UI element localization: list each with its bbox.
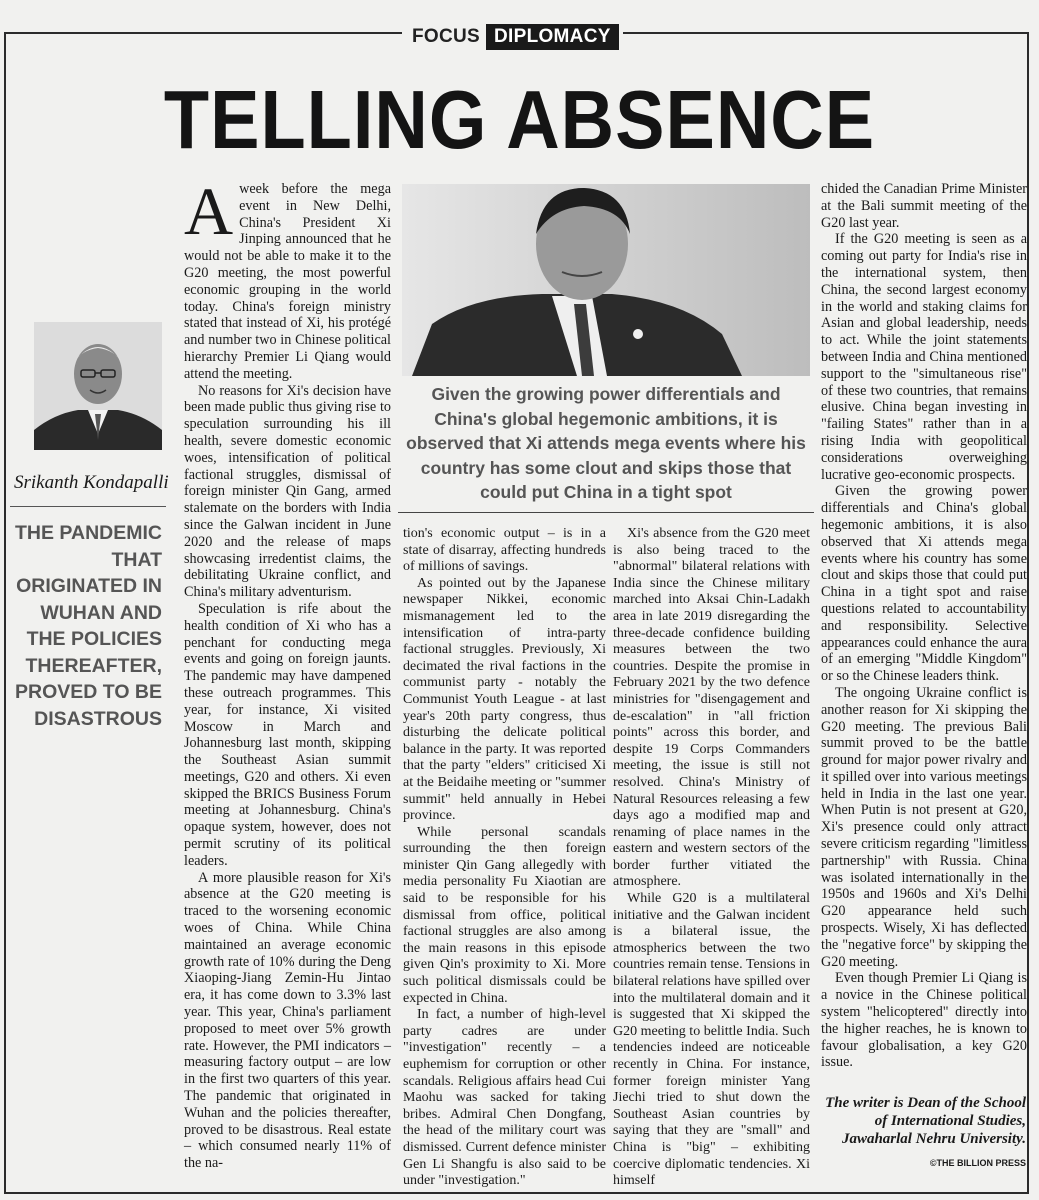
article-paragraph: While personal scandals surrounding the then foreign minister Qin Gang allegedly with media personality Fu Xiaotian are said to be responsible for his dismissal from office, political factional struggles are also among the main reasons in this episode given Qin's proximity to Xi. More such political dismissals could be expected in China.: [403, 824, 606, 1006]
article-column-4: [821, 181, 1027, 1071]
article-paragraph: As pointed out by the Japanese newspaper Nikkei, economic mismanagement led to the intensification of intra-party factional struggles. Previously, Xi decimated the rival factions in the communist party - notably the Communist Youth League - at last year's 20th party congress, thus disturbing the delicate political balance in the party. It was reported that the party "elders" criticised Xi at the Beidaihe meeting or "summer summit" held annually in Hebei province.: [403, 575, 606, 824]
article-paragraph: [184, 173, 391, 383]
kicker-section: FOCUS: [406, 24, 486, 50]
article-photo: [402, 184, 810, 376]
section-kicker: [402, 24, 623, 50]
article-paragraph: Even though Premier Li Qiang is a novice in the Chinese political system "helicoptered" directly into the higher reaches, he is known to favour globalisation, a key G20 issue.: [821, 970, 1027, 1071]
article-column-1: [184, 173, 391, 1172]
article-paragraph: No reasons for Xi's decision have been made public thus giving rise to speculation surrounding his ill health, severe domestic economic woes, intensification of political factional struggles, dismissal of foreign minister Qin Gang, armed stalemate on the borders with India since the Galwan incident in June 2020 and the release of maps showcasing irredentist claims, the debilitating Ukraine conflict, and China's military adventurism.: [184, 382, 391, 601]
divider: [10, 506, 166, 507]
article-paragraph: The ongoing Ukraine conflict is another reason for Xi skipping the G20 meeting. The previous Bali summit proved to be the battle ground for major power rivalry and it spilled over into various meetings held in India in the last one year. When Putin is not present at G20, Xi's presence could only attract severe criticism regarding "limitless partnership" with Russia. China was isolated internationally in the 1950s and 1960s and Xi's Delhi G20 appearance held such prospects. Wisely, Xi has deflected the "negative force" by skipping the G20 meeting.: [821, 684, 1027, 970]
article-paragraph: While G20 is a multilateral initiative and the Galwan incident is a bilateral issue, the atmospherics between the two countries remain tense. Tensions in bilateral relations have spilled over into the multilateral domain and it is suggested that Xi skipped the G20 meeting to belittle India. Such tendencies indeed are noticeable recently in China. For instance, former foreign minister Yang Jiechi tried to shut down the Southeast Asian countries by saying that they are "small" and China is "big" – exhibiting coercive diplomatic tendencies. Xi himself: [613, 891, 810, 1189]
drop-cap: A: [184, 173, 234, 249]
article-paragraph: Speculation is rife about the health condition of Xi who has a penchant for conducting mega events and going on foreign jaunts. The pandemic may have dampened these outreach programmes. This year, for instance, Xi visited Moscow in March and Johannesburg last month, skipping the Southeast Asian summit meetings, G20 and others. Xi even skipped the BRICS Business Forum meeting at Johannesburg. China's opaque system, however, does not permit scrutiny of its political leaders.: [184, 600, 391, 869]
article-paragraph: chided the Canadian Prime Minister at the Bali summit meeting of the G20 last year.: [821, 181, 1027, 231]
divider: [398, 512, 814, 513]
article-paragraph: Xi's absence from the G20 meet is also being traced to the "abnormal" bilateral relations with India since the Chinese military marched into Aksai Chin-Ladakh area in late 2019 disregarding the three-decade confidence building measures between the two countries. Despite the promise in February 2021 by the two defence ministries for "disengagement and de-escalation" in "all friction points" across this border, and despite 19 Corps Commanders meeting, the issue is still not resolved. China's Ministry of Natural Resources releasing a few days ago a modified map and renaming of place names in the eastern and western sectors of the border further vitiated the atmosphere.: [613, 526, 810, 890]
article-column-2: [403, 526, 606, 1190]
article-paragraph: tion's economic output – is in a state of disarray, affecting hundreds of millions of savings.: [403, 526, 606, 575]
article-paragraph: If the G20 meeting is seen as a coming out party for India's rise in the international system, then China, the second largest economy in the world and staking claims for Asian and global leadership, needs to act. While the joint statements between India and China mentioned support to the "simultaneous rise" of these two countries, that remains elusive. China began investing in "failing States" rather than in a rising India with geopolitical considerations overweighing lucrative geo-economic prospects.: [821, 231, 1027, 483]
photo-caption: Given the growing power differentials and China's global hegemonic ambitions, it is observed that Xi attends mega events where his country has some clout and skips those that could put China in a tight spot: [406, 384, 806, 502]
writer-note: The writer is Dean of the School of International Studies, Jawaharlal Nehru University.: [825, 1095, 1026, 1147]
author-byline: Srikanth Kondapalli: [14, 472, 169, 493]
press-credit: ©THE BILLION PRESS: [929, 1158, 1026, 1168]
article-paragraph: A more plausible reason for Xi's absence at the G20 meeting is traced to the worsening economic woes of China. While China maintained an average economic growth rate of 10% during the Deng Xiaoping-Jiang Zemin-Hu Jintao era, it has come down to 3.3% last year. This year, China's parliament proposed to meet over 5% growth rate. However, the PMI indicators – measuring factory output – are low in the first two quarters of this year. The pandemic that originated in Wuhan and the policies thereafter, proved to be disastrous. Real estate – which consumed nearly 11% of the na-: [184, 869, 391, 1172]
paragraph-text: week before the mega event in New Delhi, China's President Xi Jinping announced that he would not be able to make it to the G20 meeting, the most powerful economic grouping in the world today. China's foreign ministry stated that instead of Xi, his protégé and number two in Chinese political hierarchy Premier Li Qiang would attend the meeting.: [184, 181, 391, 382]
author-photo: [34, 322, 162, 450]
article-paragraph: In fact, a number of high-level party cadres are under "investigation" recently – a euphemism for corruption or other scandals. Religious affairs head Cui Maohu was sacked for taking bribes. Admiral Chen Dongfang, the head of the military court was dismissed. Current defence minister Gen Li Shangfu is also said to be under "investigation.": [403, 1007, 606, 1189]
article-paragraph: Given the growing power differentials and China's global hegemonic ambitions, it is also observed that Xi attends mega events where his country has some clout and skips those that could put China in a tight spot and raise questions related to accountability and responsibility. Selective appearances could enhance the aura of an emerging "Middle Kingdom" or so the Chinese leaders think.: [821, 483, 1027, 685]
headline: TELLING ABSENCE: [163, 73, 876, 167]
side-pullquote: THE PANDEMIC THAT ORIGINATED IN WUHAN AND THE POLICIES THEREAFTER, PROVED TO BE DISASTROUS: [14, 522, 162, 730]
article-column-3: [613, 526, 810, 1190]
kicker-topic: DIPLOMACY: [486, 24, 619, 50]
